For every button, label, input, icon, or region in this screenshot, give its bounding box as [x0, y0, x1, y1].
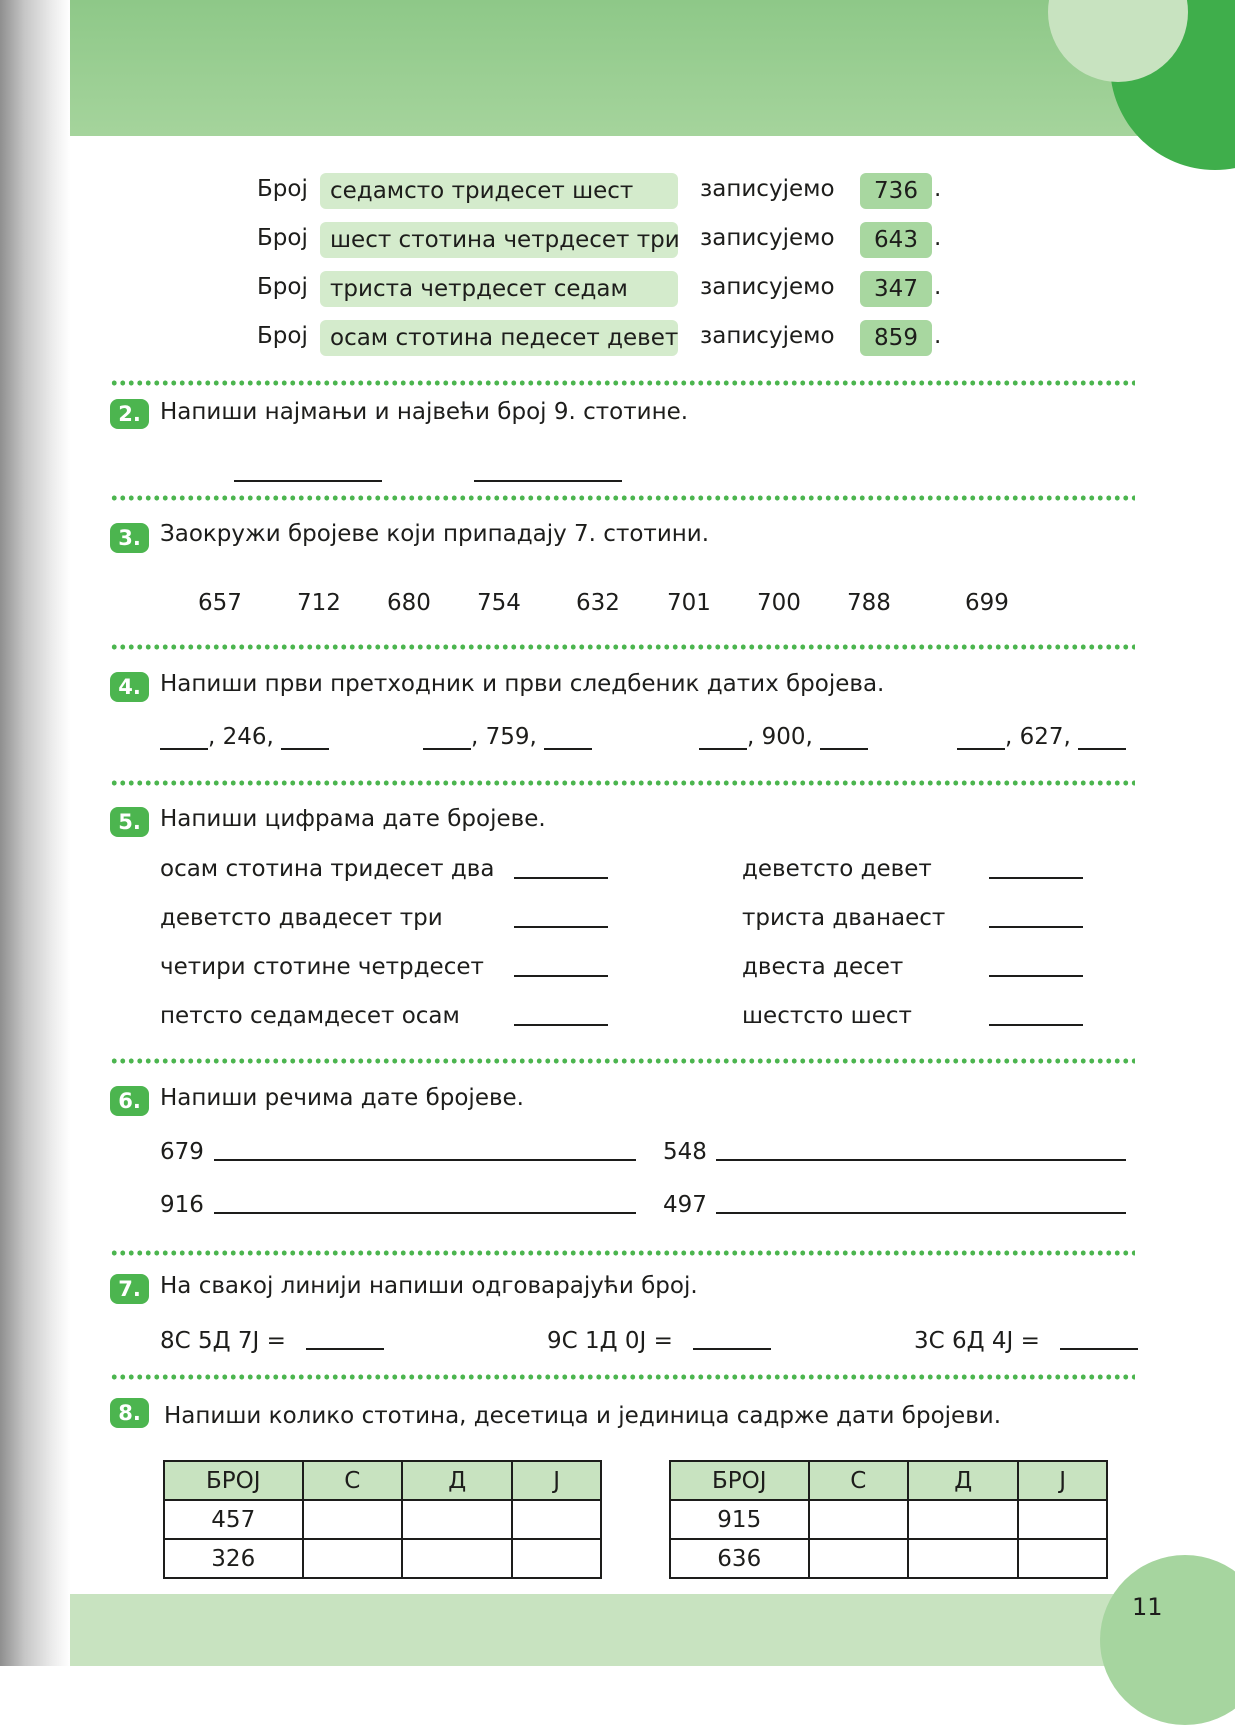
dotted-divider — [110, 1250, 1135, 1256]
words-prompt: деветсто девет — [742, 856, 932, 882]
dotted-divider — [110, 644, 1135, 650]
row-verb: записујемо — [700, 274, 835, 300]
answer-line[interactable] — [306, 1348, 384, 1350]
column-header: Ј — [1018, 1461, 1107, 1500]
task2-instruction: Напиши најмањи и највећи број 9. стотине. — [160, 399, 689, 425]
row-period: . — [934, 176, 942, 202]
answer-line-largest[interactable] — [474, 480, 622, 482]
answer-line-smallest[interactable] — [234, 480, 382, 482]
number-option[interactable]: 754 — [477, 590, 521, 616]
row-prefix: Број — [257, 323, 308, 349]
number-pill: 736 — [860, 173, 932, 209]
number-option[interactable]: 700 — [757, 590, 801, 616]
column-header: Ј — [512, 1461, 601, 1500]
table-cell-number: 636 — [670, 1539, 809, 1578]
number-option[interactable]: 712 — [297, 590, 341, 616]
task-number-badge: 7. — [110, 1274, 149, 1304]
answer-line[interactable] — [820, 728, 868, 750]
row-verb: записујемо — [700, 323, 835, 349]
dotted-divider — [110, 1058, 1135, 1064]
table-cell-answer[interactable] — [512, 1500, 601, 1539]
words-prompt: четири стотине четрдесет — [160, 954, 484, 980]
place-value-expression: 8С 5Д 7Ј = — [160, 1328, 286, 1354]
table-row — [164, 1539, 601, 1578]
table-cell-answer[interactable] — [908, 1500, 1018, 1539]
answer-line[interactable] — [160, 728, 208, 750]
answer-line[interactable] — [514, 1024, 608, 1026]
number-words-pill: шест стотина четрдесет три — [320, 222, 678, 258]
predecessor-successor-item: , 900 , — [699, 724, 868, 750]
task6-instruction: Напиши речима дате бројеве. — [160, 1085, 524, 1111]
table-cell-answer[interactable] — [809, 1539, 909, 1578]
answer-line[interactable] — [514, 926, 608, 928]
task-number-badge: 3. — [110, 523, 149, 553]
table-cell-answer[interactable] — [303, 1539, 403, 1578]
answer-line[interactable] — [989, 975, 1083, 977]
predecessor-successor-item: , 246 , — [160, 724, 329, 750]
number-pill: 347 — [860, 271, 932, 307]
answer-line[interactable] — [989, 926, 1083, 928]
answer-line[interactable] — [957, 728, 1005, 750]
number-option[interactable]: 701 — [667, 590, 711, 616]
table-cell-number: 915 — [670, 1500, 809, 1539]
table-row — [670, 1539, 1107, 1578]
answer-line[interactable] — [281, 728, 329, 750]
words-prompt: петсто седамдесет осам — [160, 1003, 460, 1029]
task-number-badge: 6. — [110, 1086, 149, 1116]
table-row — [164, 1500, 601, 1539]
table-cell-answer[interactable] — [402, 1539, 512, 1578]
place-value-expression: 9С 1Д 0Ј = — [547, 1328, 673, 1354]
task8-instruction: Напиши колико стотина, десетица и јединица садрже дати бројеви. — [164, 1403, 1002, 1429]
number-pill: 859 — [860, 320, 932, 356]
table-cell-answer[interactable] — [908, 1539, 1018, 1578]
number-option[interactable]: 632 — [576, 590, 620, 616]
answer-line[interactable] — [423, 728, 471, 750]
table-cell-answer[interactable] — [303, 1500, 403, 1539]
number-prompt: 916 — [160, 1192, 204, 1218]
words-prompt: триста дванаест — [742, 905, 946, 931]
task3-instruction: Заокружи бројеве који припадају 7. стотини. — [160, 521, 710, 547]
number-prompt: 497 — [663, 1192, 707, 1218]
row-period: . — [934, 225, 942, 251]
place-value-table-left — [163, 1460, 602, 1579]
answer-line[interactable] — [989, 1024, 1083, 1026]
words-prompt: деветсто двадесет три — [160, 905, 443, 931]
column-header: Д — [402, 1461, 512, 1500]
answer-line[interactable] — [214, 1212, 636, 1214]
task-number-badge: 8. — [110, 1398, 149, 1428]
task4-instruction: Напиши први претходник и први следбеник датих бројева. — [160, 671, 885, 697]
answer-line[interactable] — [716, 1159, 1126, 1161]
answer-line[interactable] — [989, 877, 1083, 879]
column-header: С — [303, 1461, 403, 1500]
column-header: С — [809, 1461, 909, 1500]
table-cell-answer[interactable] — [1018, 1539, 1107, 1578]
table-header-row — [670, 1461, 1107, 1500]
table-cell-answer[interactable] — [512, 1539, 601, 1578]
dotted-divider — [110, 495, 1135, 501]
number-prompt: 679 — [160, 1139, 204, 1165]
predecessor-successor-item: , 627 , — [957, 724, 1126, 750]
number-pill: 643 — [860, 222, 932, 258]
place-value-expression: 3С 6Д 4Ј = — [914, 1328, 1040, 1354]
predecessor-successor-item: , 759 , — [423, 724, 592, 750]
number-option[interactable]: 657 — [198, 590, 242, 616]
answer-line[interactable] — [693, 1348, 771, 1350]
dotted-divider — [110, 780, 1135, 786]
words-prompt: двеста десет — [742, 954, 904, 980]
number-option[interactable]: 788 — [847, 590, 891, 616]
row-verb: записујемо — [700, 225, 835, 251]
row-verb: записујемо — [700, 176, 835, 202]
task-number-badge: 5. — [110, 807, 149, 837]
column-header: Д — [908, 1461, 1018, 1500]
column-header: БРОЈ — [164, 1461, 303, 1500]
number-words-pill: осам стотина педесет девет — [320, 320, 678, 356]
table-cell-number: 326 — [164, 1539, 303, 1578]
task-number-badge: 4. — [110, 672, 149, 702]
number-option[interactable]: 680 — [387, 590, 431, 616]
answer-line[interactable] — [1078, 728, 1126, 750]
task7-instruction: На свакој линији напиши одговарајући број. — [160, 1273, 698, 1299]
table-cell-answer[interactable] — [809, 1500, 909, 1539]
answer-line[interactable] — [514, 877, 608, 879]
table-row — [670, 1500, 1107, 1539]
place-value-table-right — [669, 1460, 1108, 1579]
row-prefix: Број — [257, 176, 308, 202]
table-cell-answer[interactable] — [402, 1500, 512, 1539]
number-words-pill: триста четрдесет седам — [320, 271, 678, 307]
number-option[interactable]: 699 — [965, 590, 1009, 616]
table-header-row — [164, 1461, 601, 1500]
answer-line[interactable] — [214, 1159, 636, 1161]
dotted-divider — [110, 1374, 1135, 1380]
row-period: . — [934, 323, 942, 349]
answer-line[interactable] — [1060, 1348, 1138, 1350]
answer-line[interactable] — [514, 975, 608, 977]
table-cell-answer[interactable] — [1018, 1500, 1107, 1539]
answer-line[interactable] — [544, 728, 592, 750]
column-header: БРОЈ — [670, 1461, 809, 1500]
words-prompt: шестсто шест — [742, 1003, 912, 1029]
row-period: . — [934, 274, 942, 300]
task5-instruction: Напиши цифрама дате бројеве. — [160, 806, 546, 832]
row-prefix: Број — [257, 225, 308, 251]
answer-line[interactable] — [699, 728, 747, 750]
number-words-pill: седамсто тридесет шест — [320, 173, 678, 209]
task-number-badge: 2. — [110, 399, 149, 429]
table-cell-number: 457 — [164, 1500, 303, 1539]
dotted-divider — [110, 380, 1135, 386]
answer-line[interactable] — [716, 1212, 1126, 1214]
row-prefix: Број — [257, 274, 308, 300]
words-prompt: осам стотина тридесет два — [160, 856, 495, 882]
number-prompt: 548 — [663, 1139, 707, 1165]
page-number: 11 — [1132, 1593, 1163, 1621]
